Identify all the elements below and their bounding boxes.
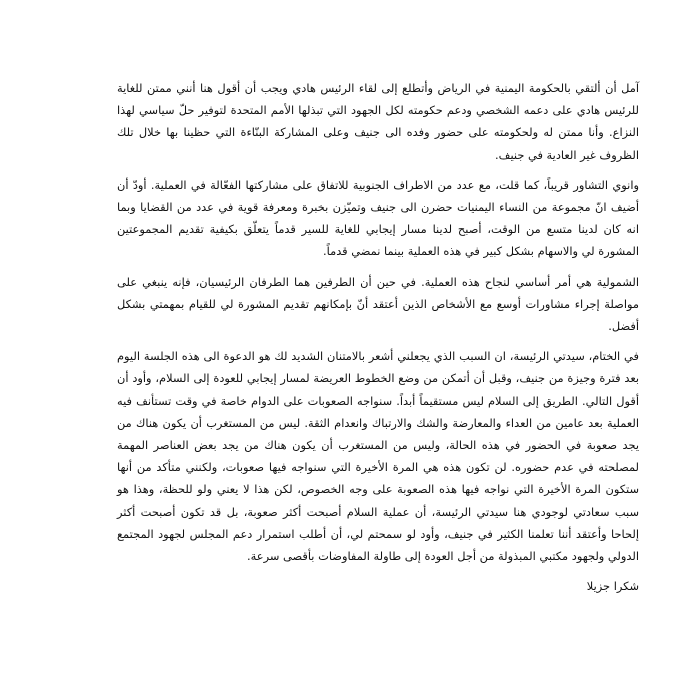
paragraph-2: وانوي التشاور قريباً، كما قلت، مع عدد من الاطراف الجنوبية للاتفاق على مشاركتها الفعّالة في العملية. أودّ أن أضيف انّ مجموعة من النساء اليمنيات حضرن الى جنيف وتميّزن بخبرة ومعرفة قوية في عدد من القضايا وبما انه كان لدينا متسع من الوقت، أصبح لدينا مسار إيجابي للغاية للسير قدماً يتعلّق بكيفية تقديم المجموعتين المشورة لي والاسهام بشكل كبير في هذه العملية بينما نمضي قدماً. bbox=[117, 177, 639, 259]
document-body bbox=[117, 77, 639, 605]
paragraph-4: في الختام، سيدتي الرئيسة، ان السبب الذي يجعلني أشعر بالامتنان الشديد لك هو الدعوة الى هذه الجلسة اليوم بعد فترة وجيزة من جنيف، وقبل أن أتمكن من وضع الخطوط العريضة لمسار إيجابي للعودة إلى السلام، وأود أن أقول التالي. الطريق إلى السلام ليس مستقيماً أبداً. سنواجه الصعوبات على الدوام خاصة في وقت تستأنف فيه العملية بعد عامين من العداء والمعارضة والشك والارتباك وانعدام الثقة. ليس من المستغرب أن يكون هناك من يجد صعوبة في الحضور في هذه الحالة، وليس من المستغرب أن يكون هناك من يجد بعض العناصر المهمة لمصلحته في عدم حضوره. لن تكون هذه هي المرة الأخيرة التي سنواجه فيها صعوبات، ولكنني متأكد من أنها ستكون المرة الأخيرة التي نواجه فيها هذه الصعوبة على وجه الخصوص، لكن هذا لا يعني ولو للحظة، وهذا هو سبب سعادتي لوجودي هنا سيدتي الرئيسة، أن عملية السلام أصبحت أكثر صعوبة، بل قد تكون أصبحت أكثر إلحاحا وأعتقد أننا تعلمنا الكثير في جنيف، وأود لو سمحتم لي، أن أطلب استمرار دعم المجلس لجهود المجتمع الدولي ولجهود مكتبي المبذولة من أجل العودة إلى طاولة المفاوضات بأقصى سرعة. bbox=[117, 349, 639, 564]
paragraph-3: الشمولية هي أمر أساسي لنجاح هذه العملية. في حين أن الطرفين هما الطرفان الرئيسيان، فإنه ينبغي على مواصلة إجراء مشاورات أوسع مع الأشخاص الذين أعتقد أنّ بإمكانهم تقديم المشورة لي للقيام بمهمتي بشكل أفضل. bbox=[117, 274, 639, 334]
closing-line: شكرا جزيلا bbox=[586, 579, 639, 594]
paragraph-1: آمل أن ألتقي بالحكومة اليمنية في الرياض وأتطلع إلى لقاء الرئيس هادي ويجب أن أقول هنا أنني ممتن للغاية للرئيس هادي على دعمه الشخصي ودعم حكومته لكل الجهود التي تبذلها الأمم المتحدة لتوفير حلّ سياسي لهذا النزاع. وأنا ممتن له ولحكومته على حضور وفده الى جنيف وعلى المشاركة البنّاءة التي حظينا بها خلال تلك الظروف غير العادية في جنيف. bbox=[117, 81, 639, 162]
